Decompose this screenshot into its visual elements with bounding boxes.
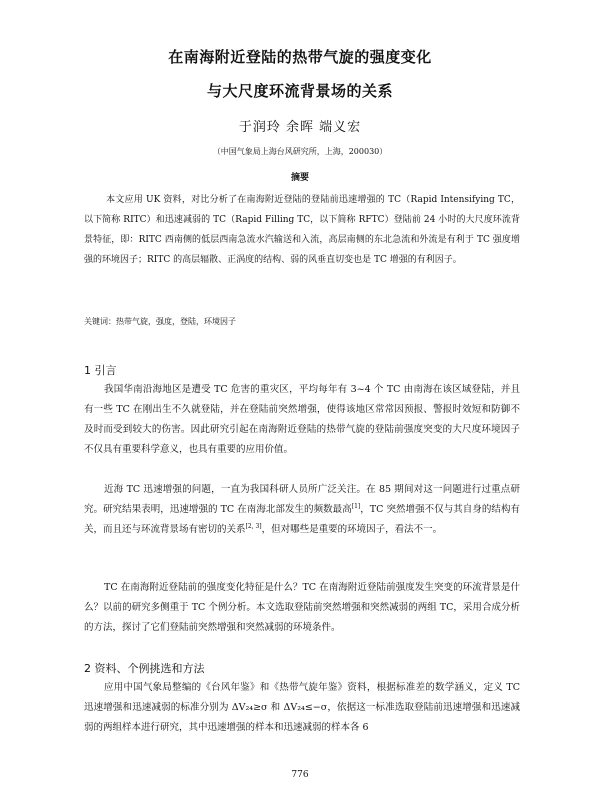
paragraph-1: 我国华南沿海地区是遭受 TC 危害的重灾区，平均每年有 3~4 个 TC 由南海在该区域登陆，并且有一些 TC 在刚出生不久就登陆，并在登陆前突然增强，使得该地区常常因预报、警报时效短和防御不及时而受到较大的伤害。因此研究引起在南海附近登陆的热带气旋的登陆前强度突变的大尺度环境因子不仅具有重要科学意义，也具有重要的应用价值。	[84, 384, 520, 455]
paragraph-4: 应用中国气象局整编的《台风年鉴》和《热带气旋年鉴》资料，根据标准差的数学涵义，定义 TC 迅速增强和迅速减弱的标准分别为 ΔV₂₄≥σ 和 ΔV₂₄≤−σ，依据这一标准选取登陆前迅速增强和迅速减弱的两组样本进行研究，其中迅速增强的样本和迅速减弱的样本各 6	[84, 682, 520, 733]
paper-title-line-2: 与大尺度环流背景场的关系	[206, 82, 393, 100]
paper-authors: 于润玲 余晖 端义宏	[238, 120, 362, 135]
paragraph-2-part-b: ，TC 突然增强不仅与其自身的结构有关，而且还与环流背景场有密切的关系	[84, 504, 520, 535]
page-number: 776	[291, 770, 309, 780]
paragraph-2-part-a: 近海 TC 迅速增强的问题，一直为我国科研人员所广泛关注。在 85 期间对这一问题进行过重点研究。研究结果表明，迅速增强的 TC 在南海北部发生的频数最高	[84, 484, 520, 515]
abstract-heading: 摘要	[290, 173, 309, 183]
paragraph-3: TC 在南海附近登陆前的强度变化特征是什么？TC 在南海附近登陆前强度发生突变的环流背景是什么？以前的研究多侧重于 TC 个例分析。本文选取登陆前突然增强和突然减弱的两组 TC，采用合成分析的方法，探讨了它们登陆前突然增强和突然减弱的环境条件。	[84, 582, 520, 633]
paragraph-2-part-c: ，但对哪些是重要的环境因子，看法不一。	[261, 524, 443, 535]
section-1-heading: 1 引言	[84, 364, 117, 377]
keywords: 关键词：热带气旋，强度，登陆，环境因子	[84, 317, 236, 326]
citation-1: [1]	[351, 502, 361, 510]
paper-affiliation: （中国气象局上海台风研究所，上海，200030）	[212, 147, 388, 156]
abstract-text: 本文应用 UK 资料，对比分析了在南海附近登陆的登陆前迅速增强的 TC（Rapid Intensifying TC，以下简称 RITC）和迅速减弱的 TC（Rapid Filling TC，以下简称 RFTC）登陆前 24 小时的大尺度环流背景特征，即：RITC 西南侧的低层西南急流水汽输送和入流，高层南侧的东北急流和外流是有利于 TC 强度增强的环境因子；RITC 的高层辐散、正涡度的结构、弱的风垂直切变也是 TC 增强的有利因子。	[84, 195, 520, 265]
paragraph-2	[84, 480, 520, 540]
section-2-heading: 2 资料、个例挑选和方法	[84, 662, 205, 675]
citation-2-3: [2, 3]	[245, 522, 262, 530]
paper-title-line-1: 在南海附近登陆的热带气旋的强度变化	[168, 48, 432, 66]
